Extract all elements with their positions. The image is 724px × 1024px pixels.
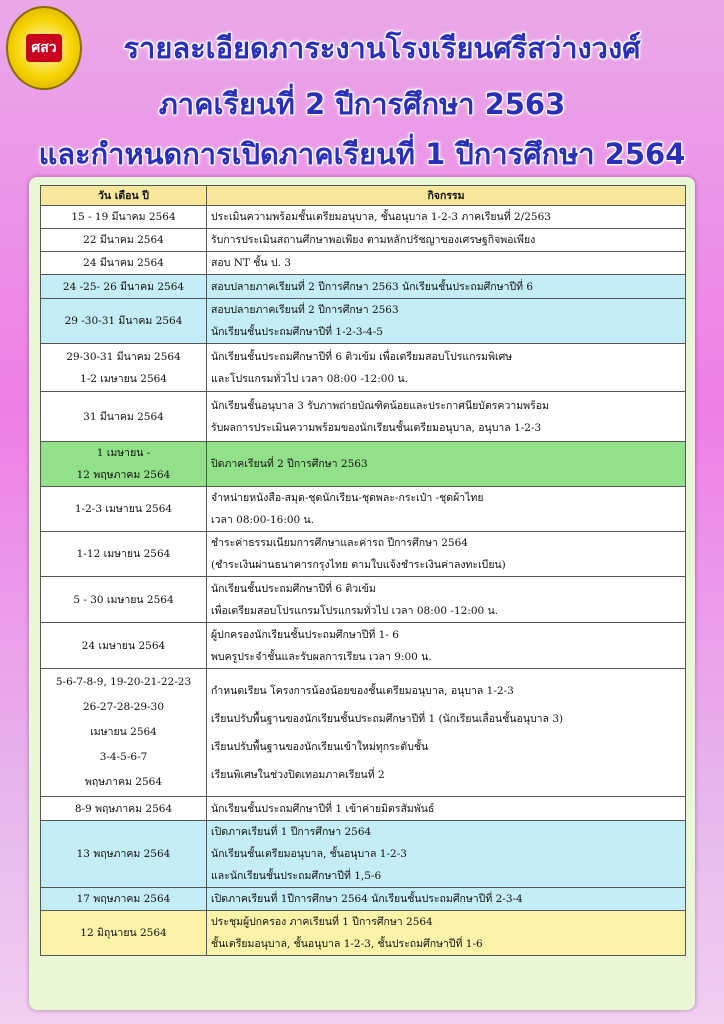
- activity-line: เพื่อเตรียมสอบโปรแกรมโปรแกรมทั่วไป เวลา 08:00 -12:00 น.: [211, 604, 499, 617]
- row-activity: [207, 392, 686, 442]
- row-date: 15 - 19 มีนาคม 2564: [41, 206, 207, 229]
- activity-line: เรียนปรับพื้นฐานของนักเรียนชั้นประถมศึกษาปีที่ 1 (นักเรียนเลื่อนชั้นอนุบาล 3): [211, 712, 564, 725]
- row-date: 5-6-7-8-9, 19-20-21-22-23 26-27-28-29-30 เมษายน 2564 3-4-5-6-7 พฤษภาคม 2564: [41, 669, 207, 797]
- row-date: 24 เมษายน 2564: [41, 623, 207, 669]
- table-header-row: [41, 186, 686, 206]
- activity-line: ปิดภาคเรียนที่ 2 ปีการศึกษา 2563: [211, 458, 368, 470]
- row-activity: [207, 888, 686, 911]
- row-date: 1 เมษายน - 12 พฤษภาคม 2564: [41, 442, 207, 487]
- table-row: [41, 821, 686, 888]
- row-date: 17 พฤษภาคม 2564: [41, 888, 207, 911]
- table-row: [41, 623, 686, 669]
- activity-line: สอบ NT ชั้น ป. 3: [211, 257, 291, 269]
- activity-line: กำหนดเรียน โครงการน้องน้อยของชั้นเตรียมอนุบาล, อนุบาล 1-2-3: [211, 684, 514, 697]
- page-subtitle-opening: และกำหนดการเปิดภาคเรียนที่ 1 ปีการศึกษา 2564: [38, 137, 686, 171]
- row-activity: [207, 229, 686, 252]
- row-activity: [207, 252, 686, 275]
- table-row: [41, 888, 686, 911]
- activity-line: (ชำระเงินผ่านธนาคารกรุงไทย ตามใบแจ้งชำระเงินค่าลงทะเบียน): [211, 559, 506, 571]
- activity-line: นักเรียนชั้นประถมศึกษาปีที่ 1-2-3-4-5: [211, 326, 383, 338]
- table-row: [41, 911, 686, 956]
- row-activity: [207, 911, 686, 956]
- activity-line: รับผลการประเมินความพร้อมของนักเรียนชั้นเตรียมอนุบาล, อนุบาล 1-2-3: [211, 421, 542, 434]
- schedule-panel: [29, 177, 695, 1010]
- row-activity: [207, 344, 686, 392]
- row-date: 22 มีนาคม 2564: [41, 229, 207, 252]
- activity-line: ประชุมผู้ปกครอง ภาคเรียนที่ 1 ปีการศึกษา 2564: [211, 916, 433, 928]
- school-logo-text: ศสว: [26, 34, 62, 62]
- activity-line: นักเรียนชั้นประถมศึกษาปีที่ 6 ติวเข้ม: [211, 582, 376, 595]
- activity-line: นักเรียนชั้นอนุบาล 3 รับภาพถ่ายบัณฑิตน้อยและประกาศนียบัตรความพร้อม: [211, 399, 549, 412]
- activity-line: ประเมินความพร้อมชั้นเตรียมอนุบาล, ชั้นอนุบาล 1-2-3 ภาคเรียนที่ 2/2563: [211, 211, 551, 223]
- row-activity: [207, 821, 686, 888]
- row-date: 29 -30-31 มีนาคม 2564: [41, 299, 207, 344]
- row-date: 12 มิถุนายน 2564: [41, 911, 207, 956]
- table-row: [41, 532, 686, 577]
- table-row: [41, 252, 686, 275]
- row-activity: [207, 669, 686, 797]
- row-date: 5 - 30 เมษายน 2564: [41, 577, 207, 623]
- activity-line: เรียนปรับพื้นฐานของนักเรียนเข้าใหม่ทุกระดับชั้น: [211, 740, 429, 753]
- activity-line: ชำระค่าธรรมเนียมการศึกษาและค่ารถ ปีการศึกษา 2564: [211, 537, 468, 549]
- row-date: 29-30-31 มีนาคม 2564 1-2 เมษายน 2564: [41, 344, 207, 392]
- table-row: [41, 669, 686, 797]
- schedule-body: [41, 206, 686, 956]
- column-header-date: วัน เดือน ปี: [41, 186, 207, 206]
- table-row: [41, 797, 686, 821]
- header: [0, 0, 724, 178]
- schedule-table: [40, 185, 686, 956]
- row-date: 1-12 เมษายน 2564: [41, 532, 207, 577]
- page-title: รายละเอียดภาระงานโรงเรียนศรีสว่างวงศ์: [123, 31, 641, 65]
- table-row: [41, 577, 686, 623]
- row-activity: [207, 206, 686, 229]
- row-activity: [207, 532, 686, 577]
- activity-line: สอบปลายภาคเรียนที่ 2 ปีการศึกษา 2563: [211, 304, 399, 316]
- row-activity: [207, 623, 686, 669]
- row-date: 31 มีนาคม 2564: [41, 392, 207, 442]
- activity-line: เปิดภาคเรียนที่ 1ปีการศึกษา 2564 นักเรียนชั้นประถมศึกษาปีที่ 2-3-4: [211, 893, 523, 905]
- activity-line: เวลา 08:00-16:00 น.: [211, 514, 315, 526]
- row-date: 13 พฤษภาคม 2564: [41, 821, 207, 888]
- table-row: [41, 344, 686, 392]
- activity-line: และโปรแกรมทั่วไป เวลา 08:00 -12:00 น.: [211, 372, 408, 385]
- table-row: [41, 487, 686, 532]
- activity-line: จำหน่ายหนังสือ-สมุด-ชุดนักเรียน-ชุดพละ-กระเป๋า -ชุดผ้าไทย: [211, 492, 484, 504]
- row-activity: [207, 797, 686, 821]
- row-date: 24 -25- 26 มีนาคม 2564: [41, 275, 207, 299]
- table-row: [41, 442, 686, 487]
- activity-line: ผู้ปกครองนักเรียนชั้นประถมศึกษาปีที่ 1- 6: [211, 628, 399, 641]
- row-activity: [207, 299, 686, 344]
- row-date: 1-2-3 เมษายน 2564: [41, 487, 207, 532]
- column-header-activity: กิจกรรม: [207, 186, 686, 206]
- activity-line: สอบปลายภาคเรียนที่ 2 ปีการศึกษา 2563 นักเรียนชั้นประถมศึกษาปีที่ 6: [211, 280, 534, 293]
- row-activity: [207, 577, 686, 623]
- row-date: 8-9 พฤษภาคม 2564: [41, 797, 207, 821]
- activity-line: พบครูประจำชั้นและรับผลการเรียน เวลา 9:00 น.: [211, 650, 432, 663]
- row-date: 24 มีนาคม 2564: [41, 252, 207, 275]
- activity-line: นักเรียนชั้นประถมศึกษาปีที่ 1 เข้าค่ายมิตรสัมพันธ์: [211, 802, 435, 815]
- row-activity: [207, 442, 686, 487]
- activity-line: เปิดภาคเรียนที่ 1 ปีการศึกษา 2564: [211, 826, 372, 838]
- activity-line: ชั้นเตรียมอนุบาล, ชั้นอนุบาล 1-2-3, ชั้นประถมศึกษาปีที่ 1-6: [211, 938, 483, 950]
- table-row: [41, 206, 686, 229]
- table-row: [41, 229, 686, 252]
- table-row: [41, 275, 686, 299]
- activity-line: เรียนพิเศษในช่วงปิดเทอมภาคเรียนที่ 2: [211, 768, 385, 781]
- table-row: [41, 299, 686, 344]
- activity-line: รับการประเมินสถานศึกษาพอเพียง ตามหลักปรัชญาของเศรษฐกิจพอเพียง: [211, 234, 536, 246]
- activity-line: นักเรียนชั้นประถมศึกษาปีที่ 6 ติวเข้ม เพื่อเตรียมสอบโปรแกรมพิเศษ: [211, 350, 513, 363]
- activity-line: นักเรียนชั้นเตรียมอนุบาล, ชั้นอนุบาล 1-2-3: [211, 848, 407, 860]
- row-activity: [207, 275, 686, 299]
- row-activity: [207, 487, 686, 532]
- table-row: [41, 392, 686, 442]
- activity-line: และนักเรียนชั้นประถมศึกษาปีที่ 1,5-6: [211, 870, 382, 882]
- page-subtitle-semester: ภาคเรียนที่ 2 ปีการศึกษา 2563: [158, 87, 566, 121]
